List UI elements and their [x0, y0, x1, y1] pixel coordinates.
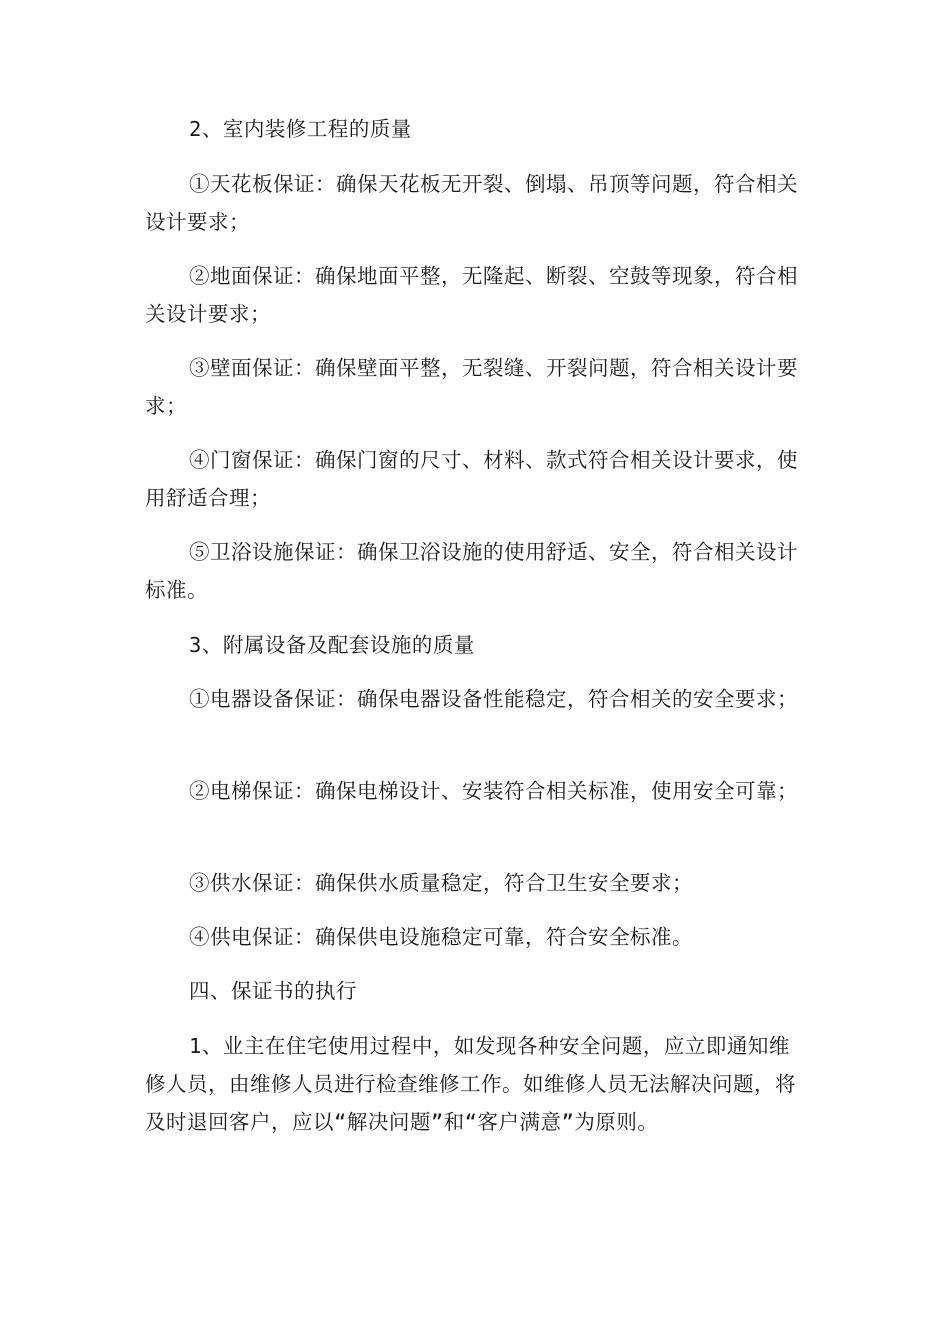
paragraph-execution-1: 1、业主在住宅使用过程中，如发现各种安全问题，应立即通知维修人员，由维修人员进行检查维修工作。如维修人员无法解决问题，将及时退回客户，应以“解决问题”和“客户满意”为原则。 — [145, 1034, 796, 1134]
section-heading-auxiliary-equipment: 3、附属设备及配套设施的质量 — [189, 633, 475, 657]
paragraph-wall-guarantee: ③壁面保证：确保壁面平整，无裂缝、开裂问题，符合相关设计要求； — [145, 356, 798, 418]
section-heading-interior-decoration: 2、室内装修工程的质量 — [189, 117, 412, 141]
section-heading-execution: 四、保证书的执行 — [189, 979, 357, 1003]
paragraph-electric-equipment-guarantee: ①电器设备保证：确保电器设备性能稳定，符合相关的安全要求； — [189, 687, 798, 711]
paragraph-door-window-guarantee: ④门窗保证：确保门窗的尺寸、材料、款式符合相关设计要求，使用舒适合理； — [145, 448, 798, 510]
paragraph-elevator-guarantee: ②电梯保证：确保电梯设计、安装符合相关标准，使用安全可靠； — [189, 779, 798, 803]
paragraph-power-supply-guarantee: ④供电保证：确保供电设施稳定可靠，符合安全标准。 — [189, 925, 693, 949]
paragraph-ceiling-guarantee: ①天花板保证：确保天花板无开裂、倒塌、吊顶等问题，符合相关设计要求； — [145, 172, 798, 234]
paragraph-bathroom-guarantee: ⑤卫浴设施保证：确保卫浴设施的使用舒适、安全，符合相关设计标准。 — [145, 540, 798, 602]
paragraph-floor-guarantee: ②地面保证：确保地面平整，无隆起、断裂、空鼓等现象，符合相关设计要求； — [145, 264, 798, 326]
paragraph-water-supply-guarantee: ③供水保证：确保供水质量稳定，符合卫生安全要求； — [189, 871, 693, 895]
